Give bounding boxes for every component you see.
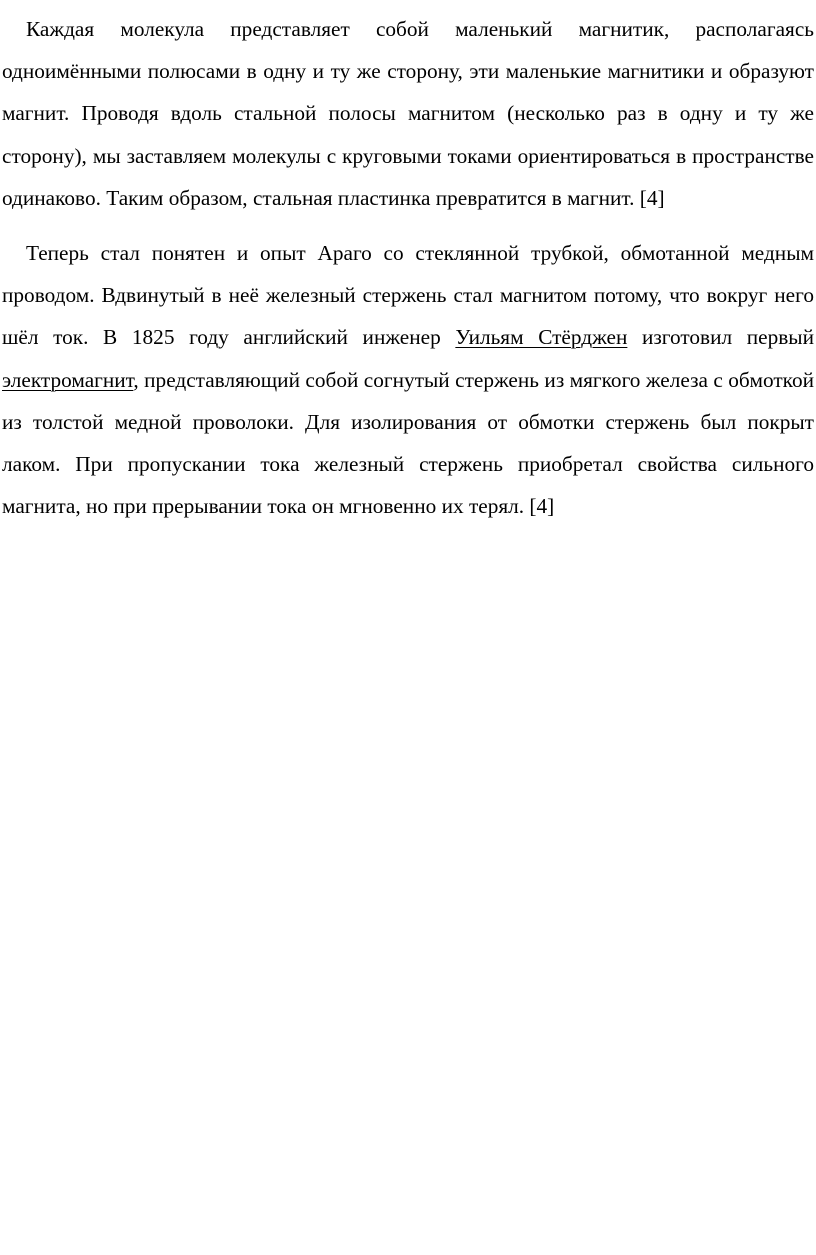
paragraph-molecules xyxy=(2,8,814,219)
paragraph-2-text-part-1: Теперь стал понятен и опыт Араго со стеклянной трубкой, обмотанной медным проводом. Вдвинутый в неё железный стержень стал магнитом потому, что вокруг него шёл ток. В 1825 году английский инженер xyxy=(2,241,814,350)
paragraph-1-text: Каждая молекула представляет собой маленький магнитик, располагаясь одноимёнными полюсами в одну и ту же сторону, эти маленькие магнитики и образуют магнит. Проводя вдоль стальной полосы магнитом (несколько раз в одну и ту же сторону), мы заставляем молекулы с круговыми токами ориентироваться в пространстве одинаково. Таким образом, стальная пластинка превратится в магнит. [4] xyxy=(2,17,814,210)
paragraph-2-text-part-2: изготовил первый xyxy=(627,325,815,350)
paragraph-electromagnet xyxy=(2,232,814,527)
paragraph-2-text-part-3: , представляющий собой согнутый стержень из мягкого железа с обмоткой из толстой медной проволоки. Для изолирования от обмотки стержень был покрыт лаком. При пропускании тока железный стержень приобретал свойства сильного магнита, но при прерывании тока он мгновенно их терял. [4] xyxy=(2,367,814,519)
link-electromagnet[interactable]: электромагнит xyxy=(2,367,134,392)
link-william-sturgeon[interactable]: Уильям Стёрджен xyxy=(455,325,628,350)
document-page xyxy=(0,8,816,527)
